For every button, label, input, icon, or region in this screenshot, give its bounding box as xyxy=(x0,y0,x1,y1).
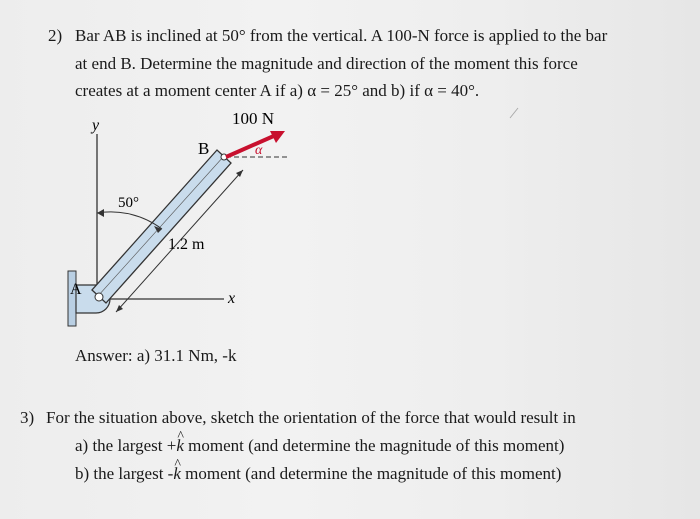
problem3-item-a xyxy=(75,436,564,456)
label-y: y xyxy=(92,117,100,134)
item-b-pre: b) the largest - xyxy=(75,464,174,483)
problem3-item-b xyxy=(75,464,561,484)
problem2-line3: creates at a moment center A if a) α = 25° and b) if α = 40°. xyxy=(75,81,480,100)
force-label: 100 N xyxy=(232,109,275,128)
label-angle: 50° xyxy=(118,195,139,211)
problem2-line2: at end B. Determine the magnitude and direction of the moment this force xyxy=(75,54,578,73)
pencil-mark xyxy=(510,108,518,118)
problem2-line1: Bar AB is inclined at 50° from the vertical. A 100-N force is applied to the bar xyxy=(75,26,608,45)
problem2-number: 2) xyxy=(48,26,63,45)
k-hat-a: ^ k xyxy=(176,436,184,456)
k-hat-b: ^ k xyxy=(173,464,181,484)
label-x: x xyxy=(228,290,236,307)
force-arrow xyxy=(226,135,276,157)
angle-arrow-left xyxy=(97,209,104,217)
problem3-number: 3) xyxy=(20,408,35,427)
bar-ab xyxy=(92,150,231,303)
item-a-pre: a) the largest + xyxy=(75,436,177,455)
label-alpha: α xyxy=(255,143,263,158)
bar-inner-line xyxy=(98,156,224,296)
item-b-post: moment (and determine the magnitude of this moment) xyxy=(180,464,562,483)
problem2-answer: Answer: a) 31.1 Nm, -k xyxy=(75,346,237,365)
label-b: B xyxy=(198,139,210,158)
label-length: 1.2 m xyxy=(168,236,205,253)
wall-support xyxy=(68,271,76,326)
problem3-line1: For the situation above, sketch the orientation of the force that would result in xyxy=(46,408,576,427)
item-a-post: moment (and determine the magnitude of this moment) xyxy=(183,436,565,455)
pin-at-a xyxy=(95,293,103,301)
label-a: A xyxy=(70,281,82,298)
